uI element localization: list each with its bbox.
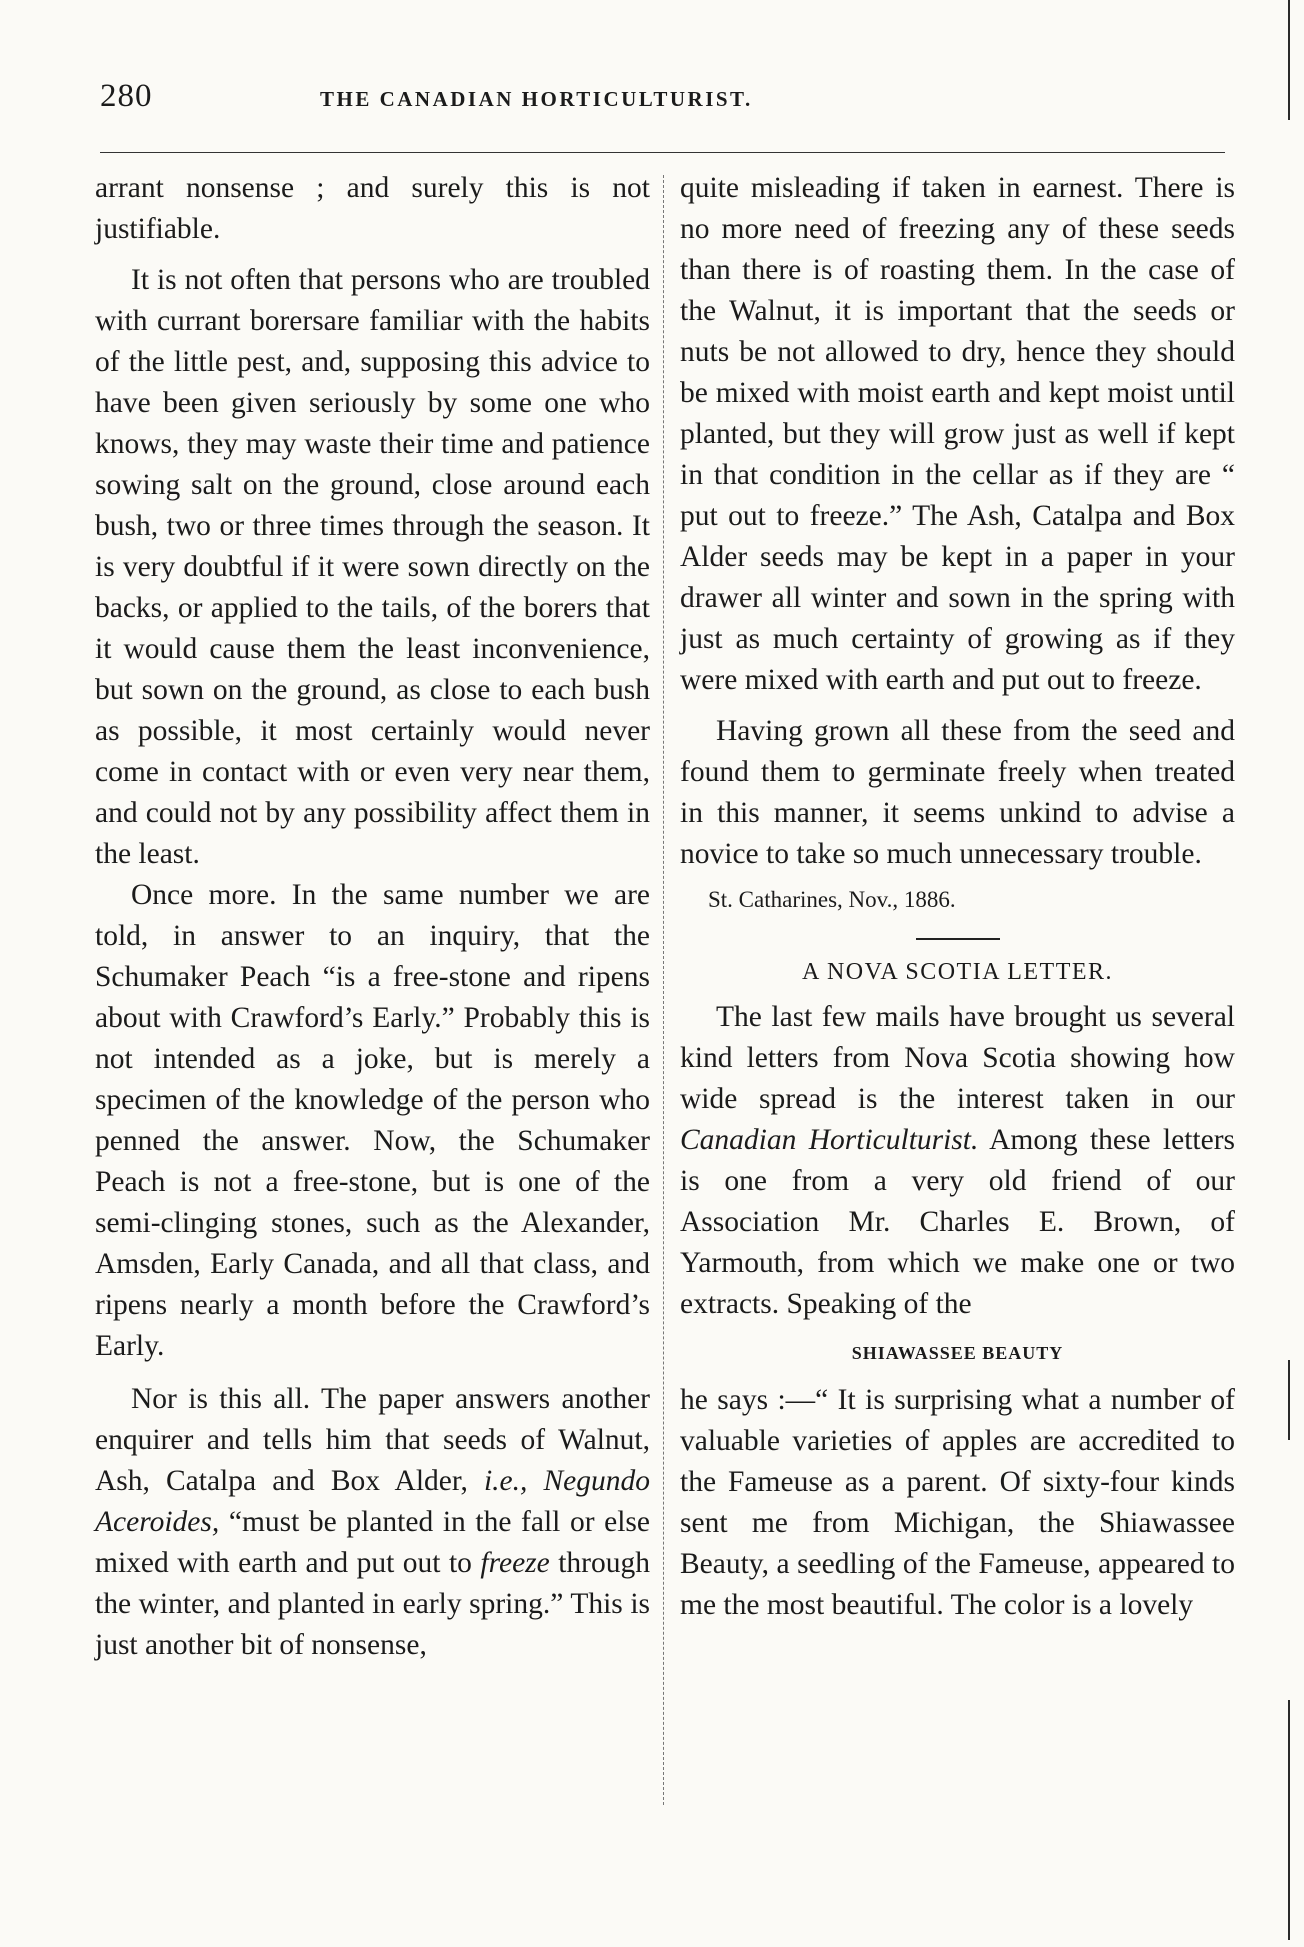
left-column [95, 168, 650, 1666]
paragraph: he says :—“ It is surprising what a number of valuable varieties of apples are accredited to the Fameuse as a parent. Of sixty-four kinds sent me from Michigan, the Shiawassee Beauty, a seedling of the Fameuse, appeared to me the most beautiful. The color is a lovely [680, 1384, 1235, 1621]
paragraph [95, 1379, 650, 1666]
paragraph: arrant nonsense ; and surely this is not justifiable. [95, 172, 650, 245]
italic-text: Canadian Horticulturist. [680, 1124, 979, 1156]
text-run: through the winter, and planted in early spring.” This is just another bit of nonsense, [95, 1547, 650, 1661]
column-divider [663, 175, 664, 1805]
section-title: A NOVA SCOTIA LETTER. [801, 959, 1114, 985]
paragraph: It is not often that persons who are troubled with currant borersare familiar with the habits of the little pest, and, supposing this advice to have been given seriously by some one who knows, they may waste their time and patience sowing salt on the ground, close around each bush, two or three times through the season. It is very doubtful if it were sown directly on the backs, or applied to the tails, of the borers that it would cause them the least inconvenience, but sown on the ground, as close to each bush as possible, it most certainly would never come in contact with or even very near them, and could not by any possibility affect them in the least. [95, 264, 650, 870]
page-edge-line [1288, 1360, 1290, 1440]
header-rule [100, 152, 1225, 153]
running-head: THE CANADIAN HORTICULTURIST. [320, 87, 753, 111]
text-run: Among these letters is one from a very old friend of our Association Mr. Charles E. Brown, of Yarmouth, from which we make one or two extracts. Speaking of the [680, 1124, 1235, 1320]
section-rule [916, 938, 1000, 940]
signature-line: St. Catharines, Nov., 1886. [708, 887, 956, 912]
subheading: SHIAWASSEE BEAUTY [851, 1343, 1064, 1363]
text-run: The last few mails have brought us several kind letters from Nova Scotia showing how wide spread is the interest taken in our [680, 1001, 1235, 1115]
page-header [100, 78, 1220, 128]
italic-text: i.e., Negundo Aceroides, [95, 1465, 650, 1538]
paragraph: Once more. In the same number we are told, in answer to an inquiry, that the Schumaker Peach “is a free-stone and ripens about with Crawford’s Early.” Probably this is not intended as a joke, but is merely a specimen of the knowledge of the person who penned the answer. Now, the Schumaker Peach is not a free-stone, but is one of the semi-clinging stones, such as the Alexander, Amsden, Early Canada, and all that class, and ripens nearly a month before the Crawford’s Early. [95, 879, 650, 1362]
page-edge-line [1288, 0, 1290, 120]
page-edge-line [1288, 1700, 1290, 1940]
paragraph [680, 997, 1235, 1325]
italic-text: freeze [480, 1547, 550, 1579]
right-column [680, 168, 1235, 1626]
text-run: “must be planted in the fall or else mixed with earth and put out to [95, 1506, 650, 1579]
paragraph: quite misleading if taken in earnest. There is no more need of freezing any of these seeds than there is of roasting them. In the case of the Walnut, it is important that the seeds or nuts be not allowed to dry, hence they should be mixed with moist earth and kept moist until planted, but they will grow just as well if kept in that condition in the cellar as if they are “ put out to freeze.” The Ash, Catalpa and Box Alder seeds may be kept in a paper in your drawer all winter and sown in the spring with just as much certainty of growing as if they were mixed with earth and put out to freeze. [680, 172, 1235, 696]
text-run: Nor is this all. The paper answers another enquirer and tells him that seeds of Walnut, Ash, Catalpa and Box Alder, [95, 1383, 650, 1497]
paragraph: Having grown all these from the seed and found them to germinate freely when treated in this manner, it seems unkind to advise a novice to take so much unnecessary trouble. [680, 715, 1235, 870]
page-number: 280 [100, 78, 153, 114]
